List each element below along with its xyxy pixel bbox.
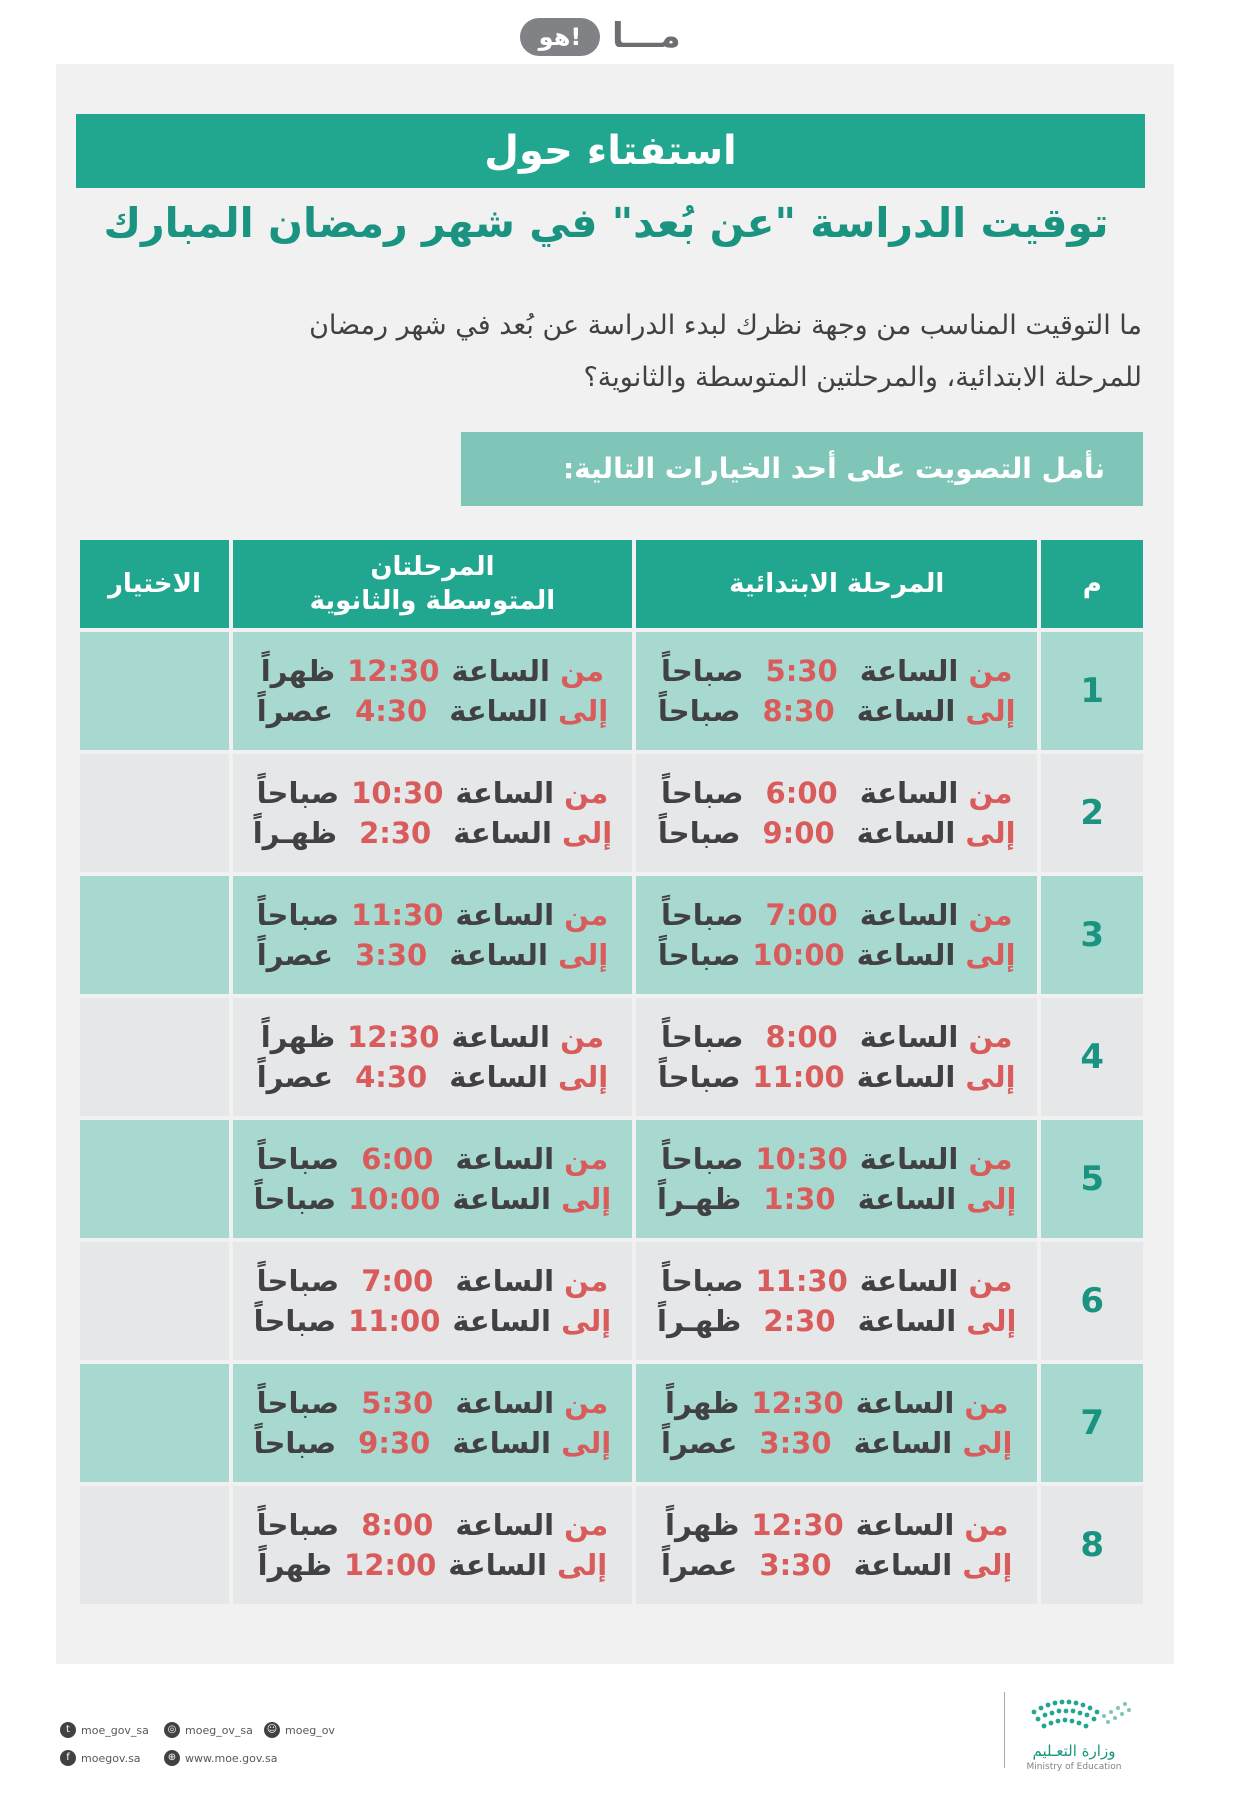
secondary-slot — [233, 876, 632, 994]
to-period: صباحاً — [253, 1426, 347, 1460]
from-period: ظهراً — [260, 1020, 346, 1054]
table-row — [80, 1364, 1143, 1482]
from-line — [234, 895, 631, 935]
to-label: إلى — [561, 816, 613, 850]
from-label: من — [968, 1264, 1013, 1298]
to-line — [637, 813, 1036, 853]
from-line — [637, 1383, 1036, 1423]
hour-label: الساعة — [438, 1548, 558, 1582]
row-number: 1 — [1041, 632, 1143, 750]
hour-label: الساعة — [849, 1020, 969, 1054]
hour-label: الساعة — [849, 1142, 969, 1176]
header-primary: المرحلة الابتدائية — [636, 540, 1037, 628]
to-line — [637, 1423, 1036, 1463]
to-period: عصراً — [256, 938, 344, 972]
row-number: 2 — [1041, 754, 1143, 872]
hour-label: الساعة — [846, 816, 966, 850]
hour-label: الساعة — [846, 694, 966, 728]
to-label: إلى — [557, 1548, 608, 1582]
from-label: من — [564, 1508, 609, 1542]
facebook-icon: f — [60, 1750, 76, 1766]
choice-cell[interactable] — [80, 1486, 229, 1604]
hour-label: الساعة — [442, 1304, 562, 1338]
to-time: 12:00 — [344, 1548, 437, 1582]
to-period: عصراً — [256, 694, 344, 728]
to-time: 3:30 — [759, 1426, 832, 1460]
to-label: إلى — [965, 694, 1016, 728]
from-line — [637, 651, 1036, 691]
choice-cell[interactable] — [80, 876, 229, 994]
row-number: 7 — [1041, 1364, 1143, 1482]
to-period: صباحاً — [253, 1304, 347, 1338]
primary-slot — [636, 754, 1037, 872]
vote-prompt: نأمل التصويت على أحد الخيارات التالية: — [461, 432, 1143, 506]
to-period: عصراً — [661, 1426, 748, 1460]
from-period: صباحاً — [256, 1142, 350, 1176]
header-secondary-line-2: المتوسطة والثانوية — [309, 586, 556, 616]
from-line — [234, 1017, 631, 1057]
hour-label: الساعة — [441, 654, 561, 688]
hour-label: الساعة — [442, 1426, 562, 1460]
from-period: ظهراً — [665, 1386, 750, 1420]
to-period: ظهـراً — [657, 1182, 752, 1216]
table-row — [80, 876, 1143, 994]
from-label: من — [560, 654, 605, 688]
to-time: 11:00 — [348, 1304, 441, 1338]
to-label: إلى — [561, 1426, 612, 1460]
hour-label: الساعة — [847, 1304, 967, 1338]
facebook-handle: moegov.sa — [81, 1751, 141, 1765]
from-time: 12:30 — [751, 1386, 844, 1420]
to-line — [637, 935, 1036, 975]
from-label: من — [968, 1020, 1013, 1054]
choice-cell[interactable] — [80, 998, 229, 1116]
to-label: إلى — [561, 1304, 612, 1338]
to-time: 9:00 — [762, 816, 835, 850]
to-line — [234, 935, 631, 975]
to-label: إلى — [965, 1060, 1016, 1094]
ministry-emblem — [1024, 1694, 1134, 1738]
website-url: www.moe.gov.sa — [185, 1751, 278, 1765]
hour-label: الساعة — [445, 1264, 565, 1298]
to-line — [637, 1545, 1036, 1585]
from-period: صباحاً — [256, 1264, 350, 1298]
hour-label: الساعة — [847, 1182, 967, 1216]
hour-label: الساعة — [849, 1264, 969, 1298]
survey-question — [80, 300, 1142, 404]
from-time: 10:30 — [755, 1142, 848, 1176]
website-link[interactable] — [164, 1750, 278, 1766]
page-subtitle: توقيت الدراسة "عن بُعد" في شهر رمضان المبارك — [103, 199, 1109, 247]
snapchat-icon: ☺ — [264, 1722, 280, 1738]
choice-cell[interactable] — [80, 1364, 229, 1482]
primary-slot — [636, 998, 1037, 1116]
to-time: 8:30 — [762, 694, 835, 728]
from-period: صباحاً — [256, 776, 350, 810]
to-time: 4:30 — [355, 694, 428, 728]
row-number: 3 — [1041, 876, 1143, 994]
from-label: من — [564, 1386, 609, 1420]
to-period: صباحاً — [657, 694, 751, 728]
secondary-slot — [233, 1242, 632, 1360]
choice-cell[interactable] — [80, 1120, 229, 1238]
header-secondary-line-1: المرحلتان — [370, 552, 495, 582]
twitter-link[interactable] — [60, 1722, 149, 1738]
to-label: إلى — [965, 938, 1016, 972]
from-time: 8:00 — [361, 1508, 434, 1542]
to-line — [637, 1301, 1036, 1341]
header-choice: الاختيار — [80, 540, 229, 628]
facebook-link[interactable] — [60, 1750, 141, 1766]
primary-slot — [636, 876, 1037, 994]
table-row — [80, 754, 1143, 872]
from-time: 10:30 — [351, 776, 444, 810]
hour-label: الساعة — [845, 1386, 965, 1420]
to-time: 10:00 — [348, 1182, 441, 1216]
row-number: 6 — [1041, 1242, 1143, 1360]
from-label: من — [564, 776, 609, 810]
top-logo — [520, 10, 730, 60]
header-secondary — [233, 540, 632, 628]
hour-label: الساعة — [445, 1142, 565, 1176]
from-label: من — [968, 1142, 1013, 1176]
from-period: صباحاً — [660, 654, 754, 688]
header-num: م — [1041, 540, 1143, 628]
from-label: من — [564, 898, 609, 932]
to-label: إلى — [962, 1548, 1013, 1582]
from-time: 12:30 — [347, 1020, 440, 1054]
to-label: إلى — [557, 1060, 609, 1094]
secondary-slot — [233, 1364, 632, 1482]
to-period: صباحاً — [657, 938, 751, 972]
from-label: من — [968, 654, 1013, 688]
from-line — [637, 1505, 1036, 1545]
from-period: ظهراً — [665, 1508, 750, 1542]
to-label: إلى — [962, 1426, 1013, 1460]
from-line — [637, 1017, 1036, 1057]
from-label: من — [964, 1508, 1009, 1542]
from-time: 7:00 — [361, 1264, 434, 1298]
from-time: 11:30 — [755, 1264, 848, 1298]
secondary-slot — [233, 1486, 632, 1604]
to-line — [234, 1179, 631, 1219]
logo-pill: هو! — [520, 18, 600, 56]
page-title: استفتاء حول — [76, 114, 1145, 188]
primary-slot — [636, 632, 1037, 750]
from-label: من — [968, 898, 1013, 932]
hour-label: الساعة — [439, 1060, 558, 1094]
to-time: 3:30 — [759, 1548, 832, 1582]
to-line — [637, 691, 1036, 731]
from-time: 12:30 — [751, 1508, 844, 1542]
from-line — [637, 773, 1036, 813]
hour-label: الساعة — [445, 776, 565, 810]
row-number: 8 — [1041, 1486, 1143, 1604]
secondary-slot — [233, 632, 632, 750]
to-line — [234, 813, 631, 853]
hour-label: الساعة — [846, 938, 966, 972]
to-label: إلى — [557, 694, 609, 728]
logo-stroke: مـــا — [612, 16, 681, 56]
to-label: إلى — [966, 1182, 1017, 1216]
to-time: 9:30 — [358, 1426, 431, 1460]
to-period: ظهراً — [257, 1548, 343, 1582]
from-time: 12:30 — [347, 654, 440, 688]
to-period: عصراً — [661, 1548, 748, 1582]
options-table — [76, 536, 1147, 1608]
primary-slot — [636, 1486, 1037, 1604]
from-label: من — [964, 1386, 1009, 1420]
hour-label: الساعة — [846, 1060, 966, 1094]
from-period: صباحاً — [256, 1386, 350, 1420]
to-period: صباحاً — [657, 1060, 751, 1094]
hour-label: الساعة — [439, 694, 558, 728]
hour-label: الساعة — [445, 1386, 565, 1420]
table-row — [80, 1242, 1143, 1360]
from-label: من — [564, 1264, 609, 1298]
to-period: عصراً — [256, 1060, 344, 1094]
table-row — [80, 998, 1143, 1116]
hour-label: الساعة — [849, 898, 969, 932]
hour-label: الساعة — [445, 1508, 565, 1542]
from-period: ظهراً — [260, 654, 346, 688]
from-time: 11:30 — [351, 898, 444, 932]
primary-slot — [636, 1242, 1037, 1360]
hour-label: الساعة — [443, 816, 562, 850]
social-links — [60, 1716, 440, 1786]
from-line — [234, 1261, 631, 1301]
from-line — [234, 773, 631, 813]
from-period: صباحاً — [660, 776, 754, 810]
from-label: من — [560, 1020, 605, 1054]
to-time: 3:30 — [355, 938, 428, 972]
from-time: 5:30 — [361, 1386, 434, 1420]
from-label: من — [564, 1142, 609, 1176]
to-period: ظهـراً — [252, 816, 348, 850]
snapchat-link[interactable] — [264, 1722, 335, 1738]
to-line — [234, 1057, 631, 1097]
primary-slot — [636, 1120, 1037, 1238]
from-line — [234, 1383, 631, 1423]
from-time: 5:30 — [765, 654, 838, 688]
from-period: صباحاً — [660, 1264, 754, 1298]
secondary-slot — [233, 1120, 632, 1238]
footer-divider — [1004, 1692, 1005, 1768]
to-line — [234, 1301, 631, 1341]
table-header-row — [80, 540, 1143, 628]
globe-icon: ⊕ — [164, 1750, 180, 1766]
hour-label: الساعة — [439, 938, 558, 972]
snapchat-handle: moeg_ov — [285, 1723, 335, 1737]
instagram-handle: moeg_ov_sa — [185, 1723, 253, 1737]
hour-label: الساعة — [843, 1426, 963, 1460]
from-label: من — [968, 776, 1013, 810]
choice-cell[interactable] — [80, 1242, 229, 1360]
to-line — [234, 691, 631, 731]
to-time: 11:00 — [752, 1060, 845, 1094]
to-label: إلى — [557, 938, 609, 972]
hour-label: الساعة — [849, 776, 969, 810]
to-line — [234, 1545, 631, 1585]
to-label: إلى — [966, 1304, 1017, 1338]
twitter-icon: t — [60, 1722, 76, 1738]
table-row — [80, 632, 1143, 750]
from-period: صباحاً — [660, 898, 754, 932]
question-line-1: ما التوقيت المناسب من وجهة نظرك لبدء الدراسة عن بُعد في شهر رمضان — [309, 310, 1142, 341]
hour-label: الساعة — [845, 1508, 965, 1542]
hour-label: الساعة — [849, 654, 969, 688]
secondary-slot — [233, 754, 632, 872]
from-line — [637, 1261, 1036, 1301]
from-period: صباحاً — [256, 898, 350, 932]
to-time: 4:30 — [355, 1060, 428, 1094]
from-period: صباحاً — [256, 1508, 350, 1542]
table-row — [80, 1120, 1143, 1238]
from-time: 6:00 — [765, 776, 838, 810]
to-period: صباحاً — [657, 816, 751, 850]
to-line — [637, 1057, 1036, 1097]
hour-label: الساعة — [442, 1182, 562, 1216]
to-line — [637, 1179, 1036, 1219]
to-period: صباحاً — [253, 1182, 347, 1216]
from-line — [234, 1505, 631, 1545]
from-period: صباحاً — [660, 1020, 754, 1054]
hour-label: الساعة — [441, 1020, 561, 1054]
secondary-slot — [233, 998, 632, 1116]
from-line — [637, 895, 1036, 935]
primary-slot — [636, 1364, 1037, 1482]
to-line — [234, 1423, 631, 1463]
choice-cell[interactable] — [80, 754, 229, 872]
to-time: 2:30 — [359, 816, 432, 850]
twitter-handle: moe_gov_sa — [81, 1723, 149, 1737]
from-line — [234, 1139, 631, 1179]
hour-label: الساعة — [843, 1548, 963, 1582]
ministry-logo — [1024, 1694, 1174, 1774]
hour-label: الساعة — [445, 898, 565, 932]
ministry-name-en: Ministry of Education — [1026, 1762, 1122, 1772]
row-number: 5 — [1041, 1120, 1143, 1238]
choice-cell[interactable] — [80, 632, 229, 750]
table-row — [80, 1486, 1143, 1604]
row-number: 4 — [1041, 998, 1143, 1116]
instagram-link[interactable] — [164, 1722, 253, 1738]
from-line — [234, 651, 631, 691]
from-time: 8:00 — [765, 1020, 838, 1054]
to-label: إلى — [561, 1182, 612, 1216]
from-time: 6:00 — [361, 1142, 434, 1176]
ministry-name-ar: وزارة التعـليم — [1032, 1742, 1116, 1760]
to-time: 1:30 — [763, 1182, 836, 1216]
to-time: 10:00 — [752, 938, 845, 972]
from-line — [637, 1139, 1036, 1179]
from-period: صباحاً — [660, 1142, 754, 1176]
from-time: 7:00 — [765, 898, 838, 932]
question-line-2: للمرحلة الابتدائية، والمرحلتين المتوسطة والثانوية؟ — [583, 362, 1142, 393]
to-period: ظهـراً — [657, 1304, 752, 1338]
to-time: 2:30 — [763, 1304, 836, 1338]
to-label: إلى — [965, 816, 1016, 850]
instagram-icon: ◎ — [164, 1722, 180, 1738]
